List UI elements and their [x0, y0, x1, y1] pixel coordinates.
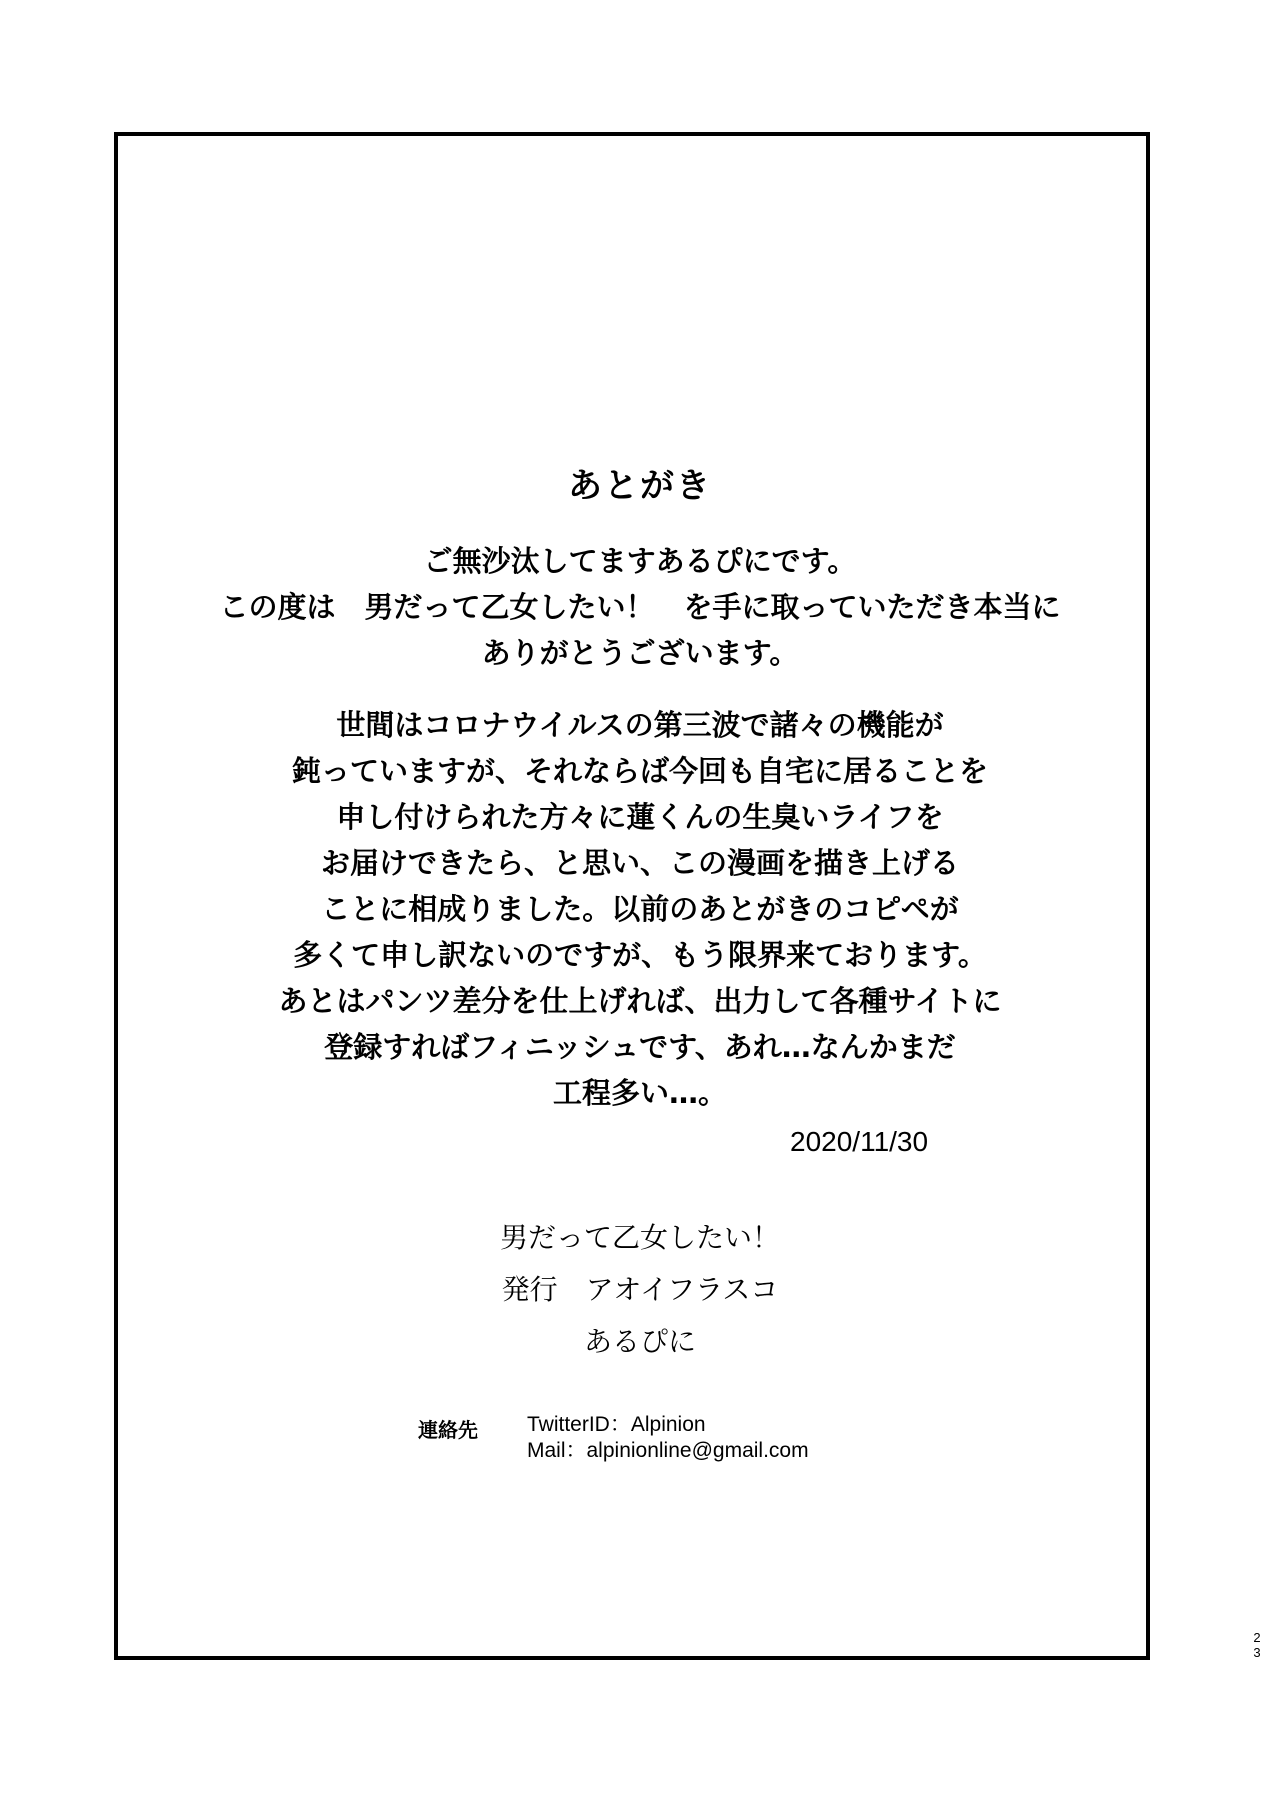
text-line: この度は 男だって乙女したい！ を手に取っていただき本当に [219, 590, 1061, 624]
page-number-digit: 3 [1253, 1645, 1261, 1660]
text-line: 多くて申し訳ないのですが、もう限界来ております。 [293, 938, 987, 972]
contact-label: 連絡先 [418, 1418, 478, 1442]
twitter-id: TwitterID：Alpinion [527, 1413, 706, 1436]
text-line: 鈍っていますが、それならば今回も自宅に居ることを [291, 754, 988, 788]
colophon-author: あるぴに [583, 1325, 696, 1358]
text-line: 工程多い…。 [552, 1076, 727, 1110]
colophon-publisher [0, 1268, 1280, 1308]
text-line: ご無沙汰してますあるぴにです。 [423, 544, 857, 578]
publisher-label: 発行 [501, 1273, 558, 1306]
text-line: ありがとうございます。 [481, 636, 799, 670]
colophon-title: 男だって乙女したい！ [499, 1221, 780, 1254]
body-paragraph [0, 702, 1280, 1116]
text-line: ことに相成りました。以前のあとがきのコピペが [321, 892, 959, 926]
publisher-name: アオイフラスコ [585, 1273, 779, 1306]
text-line: 登録すればフィニッシュです、あれ…なんかまだ [324, 1030, 956, 1064]
text-line: お届けできたら、と思い、この漫画を描き上げる [320, 846, 959, 880]
text-line: 申し付けられた方々に蓮くんの生臭いライフを [336, 800, 944, 834]
page-number-digit: 2 [1253, 1630, 1261, 1645]
afterword-heading: あとがき [568, 466, 712, 506]
greeting-paragraph [0, 538, 1280, 676]
contact-info [527, 1412, 809, 1464]
date: 2020/11/30 [790, 1126, 929, 1157]
mail-address: Mail：alpinionline@gmail.com [527, 1439, 809, 1462]
text-line: あとはパンツ差分を仕上げれば、出力して各種サイトに [278, 984, 1002, 1018]
page-number [1250, 1630, 1264, 1660]
text-line: 世間はコロナウイルスの第三波で諸々の機能が [336, 708, 944, 742]
